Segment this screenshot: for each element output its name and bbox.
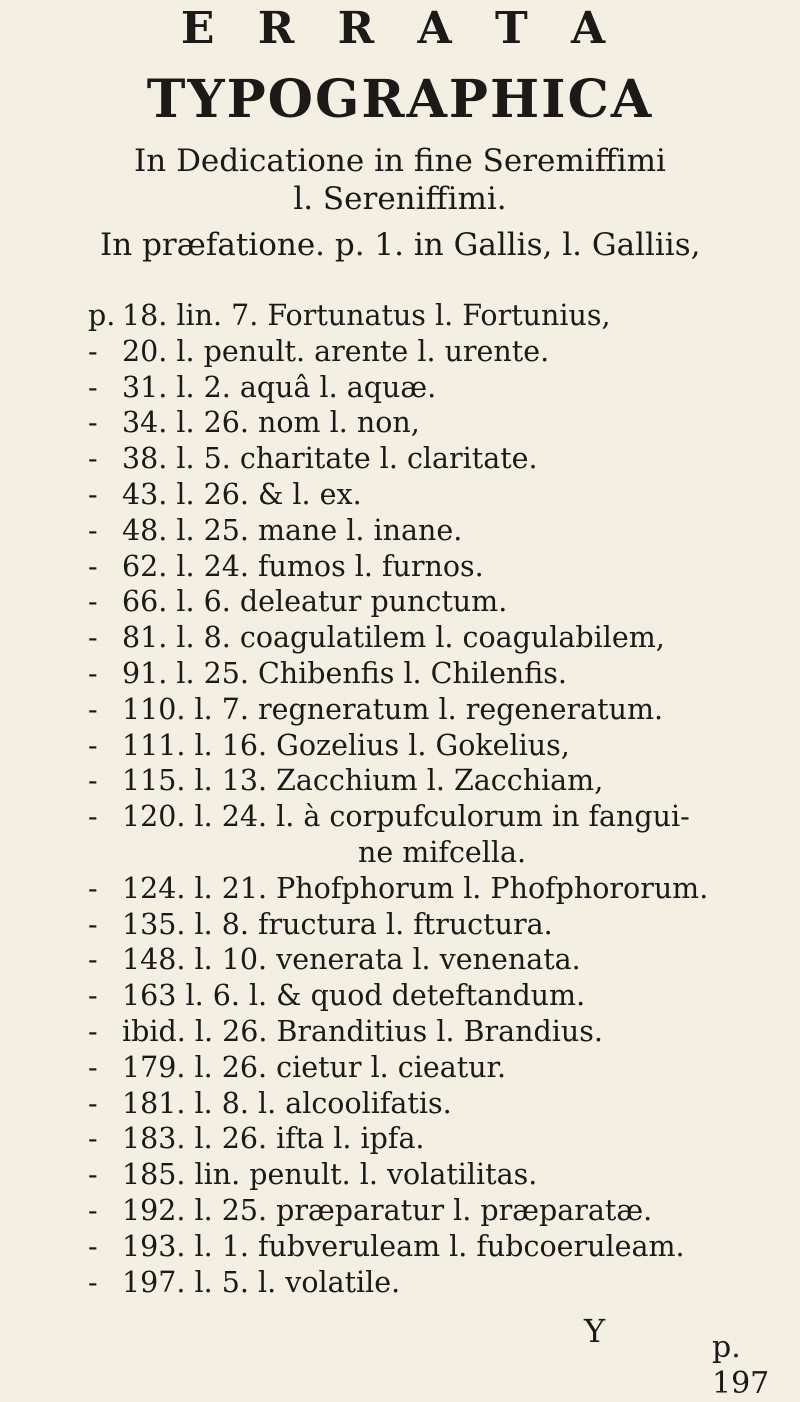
entry-marker: - bbox=[88, 979, 98, 1013]
errata-entry bbox=[88, 334, 788, 370]
entry-marker: - bbox=[88, 1158, 98, 1192]
entry-marker: - bbox=[88, 513, 98, 547]
errata-entry bbox=[88, 1193, 788, 1229]
entry-text: 124. l. 21. Phofphorum l. Phofphororum. bbox=[122, 871, 709, 905]
entry-text: 111. l. 16. Gozelius l. Gokelius, bbox=[122, 728, 570, 762]
errata-entry bbox=[88, 728, 788, 764]
errata-entry bbox=[88, 620, 788, 656]
errata-entry bbox=[88, 763, 788, 799]
entry-text: 48. l. 25. mane l. inane. bbox=[122, 513, 463, 547]
entry-marker: - bbox=[88, 943, 98, 977]
title-errata: E R R A T A bbox=[180, 3, 620, 54]
entry-marker: - bbox=[88, 621, 98, 655]
entry-marker: - bbox=[88, 1050, 98, 1084]
errata-entry bbox=[88, 1086, 788, 1122]
errata-entry bbox=[88, 370, 788, 406]
errata-entry bbox=[88, 405, 788, 441]
errata-entry bbox=[88, 549, 788, 585]
entry-marker: - bbox=[88, 728, 98, 762]
entry-text: 62. l. 24. fumos l. furnos. bbox=[122, 549, 484, 583]
errata-entry bbox=[88, 1229, 788, 1265]
entry-text: 81. l. 8. coagulatilem l. coagulabilem, bbox=[122, 621, 665, 655]
entry-text: 110. l. 7. regneratum l. regeneratum. bbox=[122, 692, 664, 726]
entry-text: 115. l. 13. Zacchium l. Zacchiam, bbox=[122, 764, 604, 798]
errata-entry bbox=[88, 799, 788, 835]
dedication-line-1: In Dedicatione in fine Seremiffimi bbox=[134, 143, 666, 179]
errata-entry bbox=[88, 656, 788, 692]
entry-marker: - bbox=[88, 442, 98, 476]
entry-text: 197. l. 5. l. volatile. bbox=[122, 1265, 401, 1299]
entry-marker: - bbox=[88, 334, 98, 368]
errata-entry bbox=[88, 871, 788, 907]
errata-entry bbox=[88, 513, 788, 549]
entry-text: 183. l. 26. ifta l. ipfa. bbox=[122, 1122, 425, 1156]
errata-entry bbox=[88, 298, 788, 334]
entry-marker: p. bbox=[88, 299, 116, 332]
entry-text: 38. l. 5. charitate l. claritate. bbox=[122, 442, 538, 476]
entry-marker: - bbox=[88, 1014, 98, 1048]
preface-note: In præfatione. p. 1. in Gallis, l. Galliis, bbox=[100, 227, 701, 263]
entry-text: 20. l. penult. arente l. urente. bbox=[122, 334, 550, 368]
entry-marker: - bbox=[88, 406, 98, 440]
entry-marker: - bbox=[88, 764, 98, 798]
entry-marker: - bbox=[88, 1229, 98, 1263]
errata-entry bbox=[88, 1121, 788, 1157]
errata-entry bbox=[88, 1050, 788, 1086]
entry-text: 193. l. 1. fubveruleam l. fubcoeruleam. bbox=[122, 1229, 685, 1263]
errata-entry bbox=[88, 1157, 788, 1193]
title-typographica: TYPOGRAPHICA bbox=[146, 69, 654, 130]
entry-marker: - bbox=[88, 656, 98, 690]
entry-text: 66. l. 6. deleatur punctum. bbox=[122, 585, 508, 619]
entry-text: 31. l. 2. aquâ l. aquæ. bbox=[122, 370, 437, 404]
dedication-note bbox=[0, 142, 800, 218]
errata-entry bbox=[88, 1014, 788, 1050]
entry-marker: - bbox=[88, 871, 98, 905]
entry-marker: - bbox=[88, 477, 98, 511]
entry-marker: - bbox=[88, 1265, 98, 1299]
errata-entry bbox=[88, 942, 788, 978]
entry-text: 181. l. 8. l. alcoolifatis. bbox=[122, 1086, 452, 1120]
entry-continuation: ne mifcella. bbox=[358, 835, 527, 869]
errata-entry bbox=[88, 1265, 788, 1301]
entry-text: 34. l. 26. nom l. non, bbox=[122, 406, 420, 440]
errata-entry bbox=[88, 692, 788, 728]
errata-entry bbox=[88, 441, 788, 477]
entry-text: 91. l. 25. Chibenfis l. Chilenfis. bbox=[122, 656, 567, 690]
catchword: p. 197 bbox=[712, 1330, 770, 1401]
entry-marker: - bbox=[88, 1193, 98, 1227]
entry-text: 163 l. 6. l. & quod deteftandum. bbox=[122, 979, 586, 1013]
entry-text: 148. l. 10. venerata l. venenata. bbox=[122, 943, 581, 977]
entry-text: 18. lin. 7. Fortunatus l. Fortunius, bbox=[122, 299, 611, 332]
entry-text: ibid. l. 26. Branditius l. Brandius. bbox=[122, 1014, 603, 1048]
entry-text: 192. l. 25. præparatur l. præparatæ. bbox=[122, 1193, 653, 1227]
dedication-line-2: l. Sereniffimi. bbox=[293, 181, 507, 217]
errata-entry bbox=[88, 978, 788, 1014]
entry-marker: - bbox=[88, 800, 98, 834]
entry-marker: - bbox=[88, 370, 98, 404]
errata-entry bbox=[88, 907, 788, 943]
errata-entry bbox=[88, 584, 788, 620]
entry-marker: - bbox=[88, 1086, 98, 1120]
entry-marker: - bbox=[88, 549, 98, 583]
signature-mark: Y bbox=[584, 1312, 606, 1350]
entry-marker: - bbox=[88, 907, 98, 941]
entry-text: 135. l. 8. fructura l. ftructura. bbox=[122, 907, 553, 941]
errata-list bbox=[88, 298, 788, 1300]
entry-text: 185. lin. penult. l. volatilitas. bbox=[122, 1158, 538, 1192]
entry-marker: - bbox=[88, 1122, 98, 1156]
errata-entry bbox=[88, 477, 788, 513]
entry-marker: - bbox=[88, 692, 98, 726]
entry-marker: - bbox=[88, 585, 98, 619]
entry-text: 179. l. 26. cietur l. cieatur. bbox=[122, 1050, 507, 1084]
entry-text: 43. l. 26. & l. ex. bbox=[122, 477, 362, 511]
entry-text: 120. l. 24. l. à corpufculorum in fangui- bbox=[122, 800, 690, 834]
